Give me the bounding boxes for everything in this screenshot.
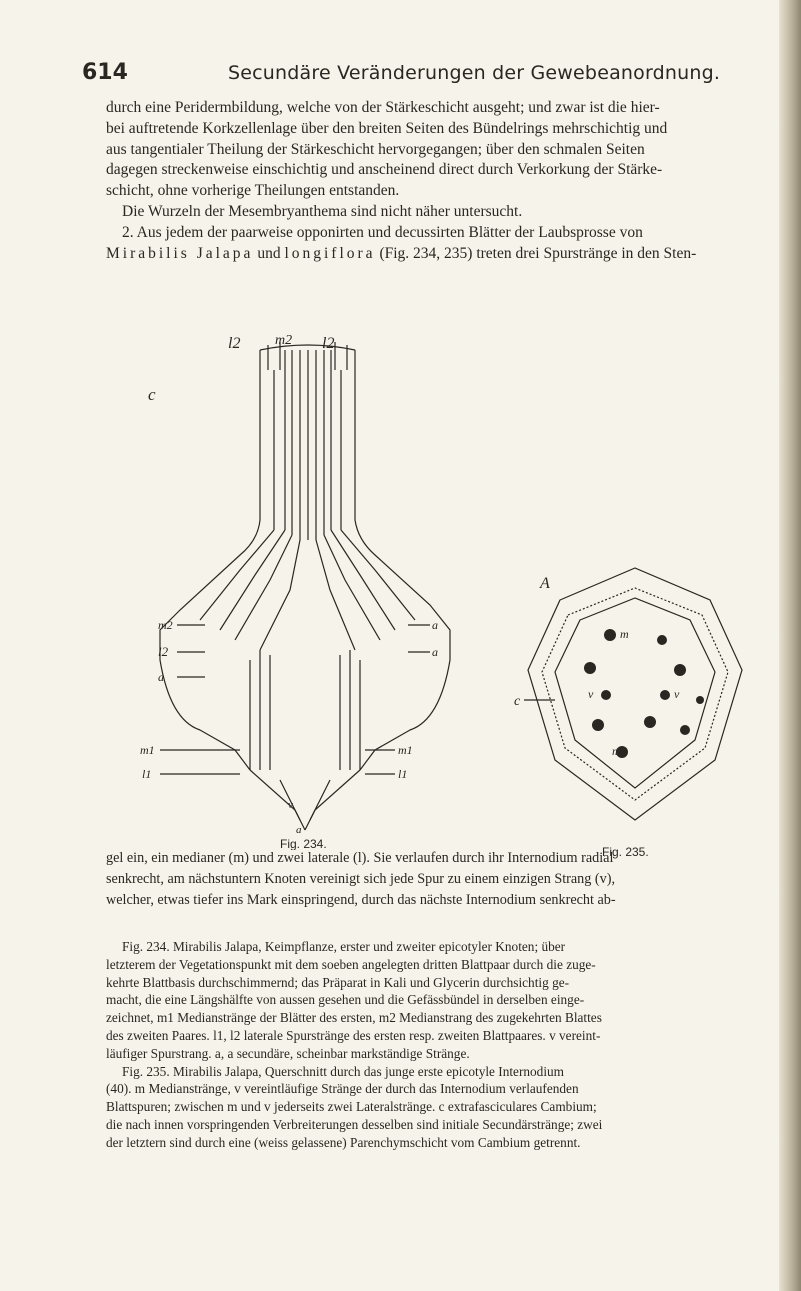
fig234-label-v: v [288, 799, 293, 811]
fig234-label-m1-left: m1 [140, 743, 155, 757]
species-name: Mirabilis Jalapa [106, 244, 254, 262]
caption-line: Fig. 235. Mirabilis Jalapa, Querschnitt durch das junge erste epicotyle Internodium [122, 1063, 565, 1079]
text-line: Die Wurzeln der Mesembryanthema sind nicht näher untersucht. [122, 202, 523, 220]
text-line: schicht, ohne vorherige Theilungen entstanden. [106, 182, 400, 200]
fig234-label-m2-top: m2 [275, 333, 293, 348]
paragraph-top [106, 98, 766, 264]
caption-line: zeichnet, m1 Medianstränge der Blätter des ersten, m2 Medianstrang des zugekehrten Blattes [106, 1010, 602, 1026]
fig234-label-a-right2: a [432, 645, 438, 659]
text-line [106, 244, 766, 265]
caption-line: kehrte Blattbasis durchschimmernd; das Präparat in Kali und Glycerin durchsichtig ge- [106, 974, 570, 990]
text-line: welcher, etwas tiefer ins Mark einspringend, durch das nächste Internodium senkrecht ab- [106, 892, 616, 908]
fig234-label-c: c [148, 385, 156, 404]
text-fragment: (Fig. 234, 235) treten drei Spurstränge in den Sten- [375, 244, 697, 262]
caption-line: (40). m Medianstränge, v vereintläufige Stränge der durch das Internodium verlaufenden [106, 1081, 579, 1097]
fig234-label-m1-right: m1 [398, 743, 413, 757]
caption-line: läufiger Spurstrang. a, a secundäre, scheinbar markständige Stränge. [106, 1045, 470, 1061]
page-number: 614 [82, 60, 128, 85]
text-line: gel ein, ein medianer (m) und zwei laterale (l). Sie verlaufen durch ihr Internodium radial [106, 850, 614, 866]
fig234-label-m2-side: m2 [158, 618, 173, 632]
fig235-label-v-right: v [674, 687, 680, 701]
text-fragment: und [253, 244, 285, 262]
fig235-caption: Fig. 235. [602, 845, 649, 859]
fig234-label-a-right1: a [432, 618, 438, 632]
fig235-label-c: c [514, 694, 521, 709]
fig234-caption: Fig. 234. [280, 837, 327, 850]
species-name: longiflora [284, 244, 376, 262]
text-line: aus tangentialer Theilung der Stärkeschicht hervorgegangen; über den schmalen Seiten [106, 140, 645, 158]
fig234-label-a-bottom: a [296, 824, 302, 836]
caption-line: Fig. 234. Mirabilis Jalapa, Keimpflanze, erster und zweiter epicotyler Knoten; über [122, 939, 566, 954]
caption-line: Blattspuren; zwischen m und v jederseits zwei Lateralstränge. c extrafasciculares Cambium; [106, 1099, 597, 1115]
page-edge [779, 0, 801, 1291]
fig235-label-A: A [540, 575, 550, 592]
caption-line: der letztern sind durch eine (weiss gelassene) Parenchymschicht vom Cambium getrennt. [106, 1134, 581, 1150]
text-line: dagegen streckenweise einschichtig und anscheinend direct durch Verkorkung der Stärke- [106, 161, 663, 179]
fig235-label-v-left: v [588, 687, 594, 701]
caption-line: des zweiten Paares. l1, l2 laterale Spurstränge des ersten resp. zweiten Blattpaares. v vereint- [106, 1027, 601, 1043]
fig235-label-m-top: m [620, 627, 629, 641]
running-head: Secundäre Veränderungen der Gewebeanordnung. [228, 62, 721, 84]
text-line: bei auftretende Korkzellenlage über den breiten Seiten des Bündelrings mehrschichtig und [106, 119, 668, 137]
figure-234 [140, 330, 470, 850]
text-line: 2. Aus jedem der paarweise opponirten und decussirten Blätter der Laubsprosse von [122, 223, 643, 241]
figure-captions [106, 938, 766, 1152]
fig234-label-l2-side: l2 [158, 644, 169, 659]
fig235-label-m-bottom: m [612, 744, 621, 758]
page-header [82, 60, 752, 86]
caption-line: letzterem der Vegetationspunkt mit dem soeben angelegten dritten Blattpaar durch die zuge- [106, 956, 596, 972]
text-line: durch eine Peridermbildung, welche von der Stärkeschicht ausgeht; und zwar ist die hier- [106, 99, 660, 116]
caption-line: macht, die eine Längshälfte von aussen gesehen und die Gefässbündel in derselben einge- [106, 992, 585, 1008]
figure-235-drawing [510, 560, 760, 860]
figure-235 [510, 560, 760, 860]
fig234-label-a-left: a [158, 670, 164, 684]
fig234-label-l2-right: l2 [322, 335, 335, 352]
text-line: senkrecht, am nächstuntern Knoten vereinigt sich jede Spur zu einem einzigen Strang (v), [106, 871, 616, 887]
fig234-label-l1-left: l1 [142, 767, 152, 781]
paragraph-middle [106, 848, 766, 911]
fig234-label-l2-left: l2 [228, 335, 241, 352]
fig234-label-l1-right: l1 [398, 767, 408, 781]
caption-line: die nach innen vorspringenden Verbreiterungen desselben sind initiale Secundärstränge; zwei [106, 1116, 603, 1132]
figure-234-drawing [140, 330, 470, 850]
